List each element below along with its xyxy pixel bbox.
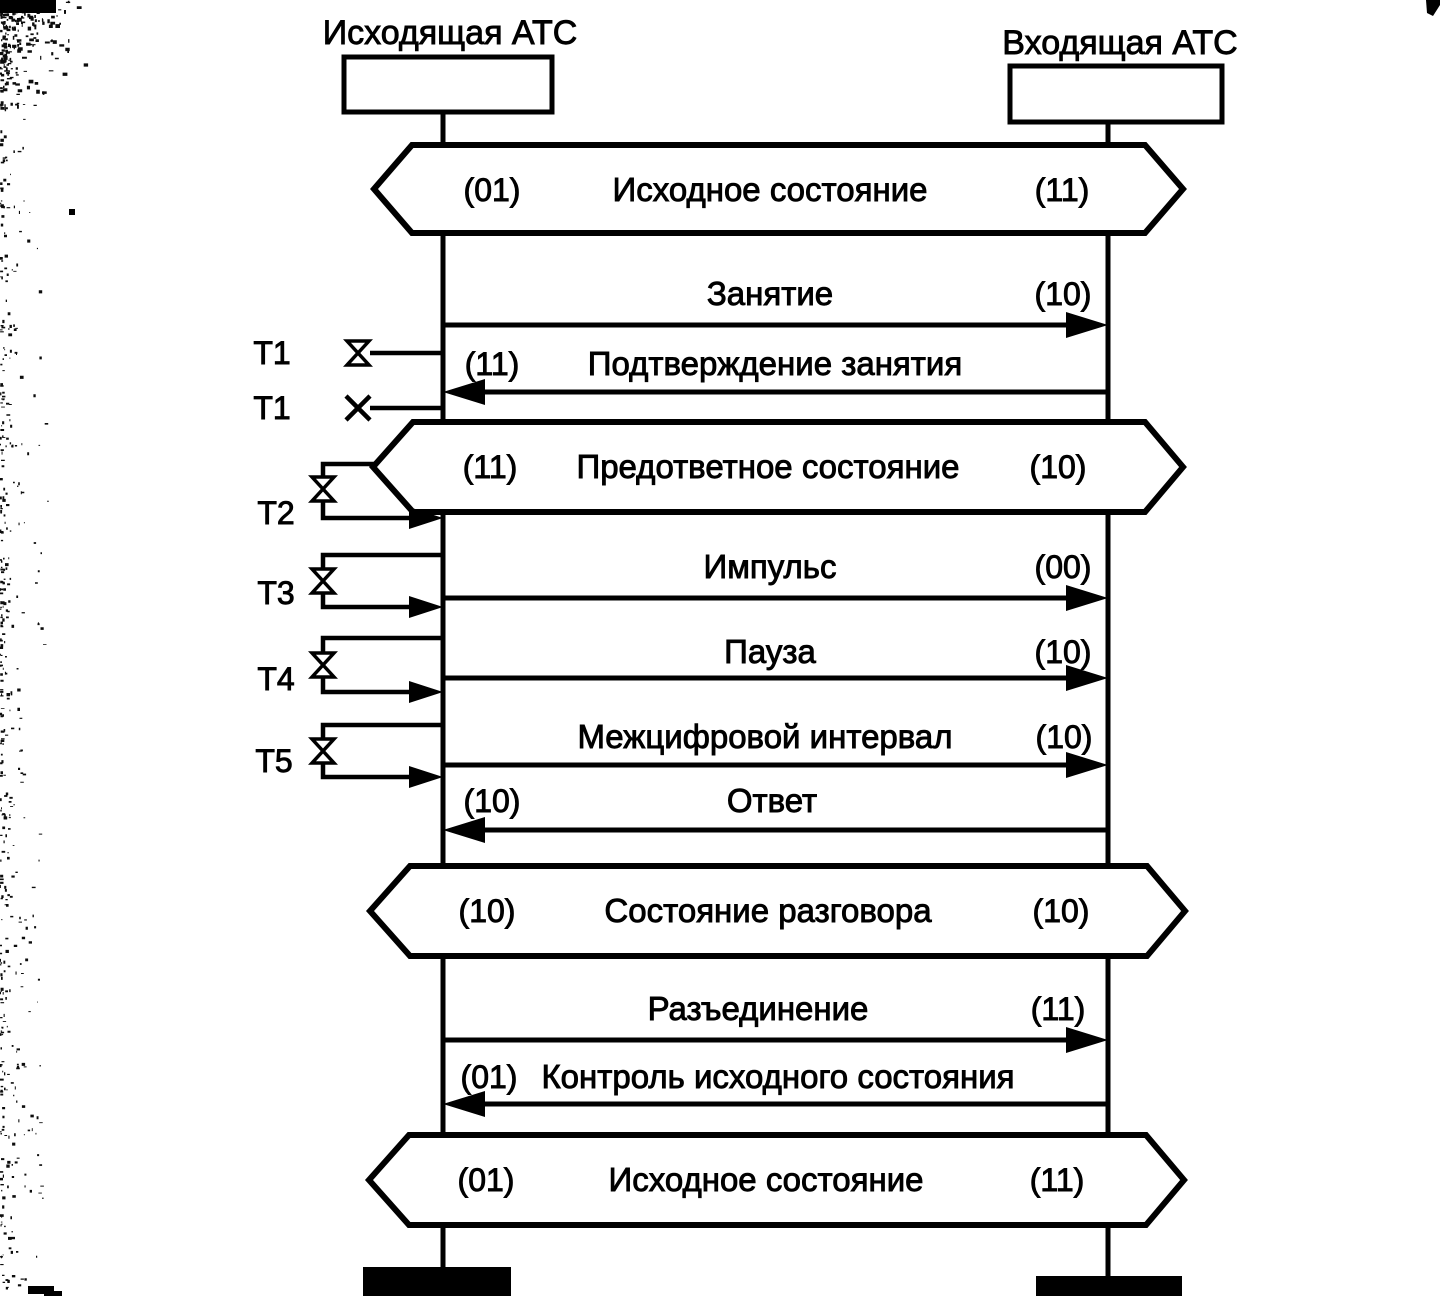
arrowhead-right-icon: [1066, 1027, 1108, 1053]
message-pulse: [443, 548, 1108, 611]
state-label: Исходное состояние: [608, 1161, 924, 1198]
arrowhead-right-icon: [1066, 752, 1108, 778]
entity-incoming-title: Входящая АТС: [1002, 24, 1238, 62]
arrowhead-right-icon: [409, 596, 443, 618]
timer-bracket-line: [323, 725, 443, 777]
ground-bar-right: [1036, 1276, 1182, 1296]
arrowhead-right-icon: [1066, 585, 1108, 611]
message-code: (11): [1030, 991, 1086, 1027]
timer-t4: [257, 638, 443, 703]
message-seizure-ack: [443, 345, 1108, 405]
message-label: Пауза: [724, 633, 816, 670]
message-label: Межцифровой интервал: [577, 718, 953, 755]
arrowhead-right-icon: [409, 766, 443, 788]
scan-blob-top-left: [0, 0, 56, 13]
message-seizure: [443, 275, 1108, 338]
message-code: (10): [1035, 719, 1093, 755]
state-idle-top: [374, 145, 1183, 233]
arrowhead-left-icon: [443, 817, 485, 843]
message-code: (01): [460, 1059, 518, 1095]
message-label: Ответ: [726, 782, 818, 819]
entity-outgoing-title: Исходящая АТС: [322, 14, 578, 52]
state-left-code: (01): [463, 172, 521, 208]
scan-blob-bottom-left-2: [44, 1291, 62, 1296]
message-code: (10): [463, 783, 521, 819]
entity-incoming-box: [1010, 66, 1222, 122]
timer-hourglass-icon: [312, 477, 334, 501]
entity-incoming: [1002, 24, 1237, 122]
timer-t5: [255, 725, 443, 788]
timer-label: Т3: [257, 575, 295, 611]
message-label: Разъединение: [647, 990, 869, 1027]
message-label: Импульс: [703, 548, 837, 585]
state-pre-answer: [373, 422, 1183, 512]
state-right-code: (11): [1034, 172, 1090, 208]
timer-label: Т4: [257, 661, 295, 697]
message-interdigit-interval: [443, 718, 1108, 778]
state-idle-bottom: [369, 1135, 1184, 1225]
state-left-code: (10): [458, 893, 516, 929]
state-right-code: (10): [1032, 893, 1090, 929]
state-right-code: (10): [1029, 449, 1087, 485]
message-idle-control: [443, 1058, 1108, 1117]
message-label: Занятие: [706, 275, 834, 312]
ground-bar-left: [363, 1267, 511, 1296]
timer-t3: [257, 555, 443, 618]
message-label: Контроль исходного состояния: [541, 1058, 1015, 1095]
state-conversation: [370, 866, 1185, 956]
timer-label: Т2: [257, 495, 295, 531]
timer-label: Т1: [253, 390, 291, 426]
state-label: Предответное состояние: [576, 448, 960, 485]
timer-hourglass-icon: [312, 569, 334, 593]
entity-outgoing: [323, 14, 578, 112]
timer-bracket-line: [323, 555, 443, 607]
timer-t1-set: [253, 335, 443, 371]
message-code: (10): [1034, 634, 1092, 670]
state-right-code: (11): [1029, 1162, 1085, 1198]
state-left-code: (11): [462, 449, 518, 485]
scan-stroke-top-right: [1426, 0, 1440, 16]
message-pause: [443, 633, 1108, 691]
terminators: [363, 1267, 1182, 1296]
message-release: [443, 990, 1108, 1053]
timer-bracket-line: [323, 638, 443, 692]
message-label: Подтверждение занятия: [587, 345, 963, 382]
state-label: Состояние разговора: [604, 892, 932, 929]
timer-hourglass-icon: [312, 653, 334, 677]
arrowhead-right-icon: [409, 681, 443, 703]
timer-label: Т5: [255, 743, 293, 779]
state-left-code: (01): [457, 1162, 515, 1198]
arrowhead-left-icon: [443, 379, 485, 405]
message-code: (11): [464, 346, 520, 382]
timer-hourglass-icon: [312, 739, 334, 763]
timer-cancel-icon: [346, 396, 370, 420]
entity-outgoing-box: [344, 57, 552, 112]
timer-label: Т1: [253, 335, 291, 371]
message-code: (10): [1034, 276, 1092, 312]
state-label: Исходное состояние: [612, 171, 928, 208]
message-code: (00): [1034, 549, 1092, 585]
message-answer: [443, 782, 1108, 843]
arrowhead-right-icon: [1066, 312, 1108, 338]
scan-noise: [0, 0, 88, 1290]
scan-dot: [69, 209, 75, 215]
timer-hourglass-icon: [347, 341, 369, 365]
